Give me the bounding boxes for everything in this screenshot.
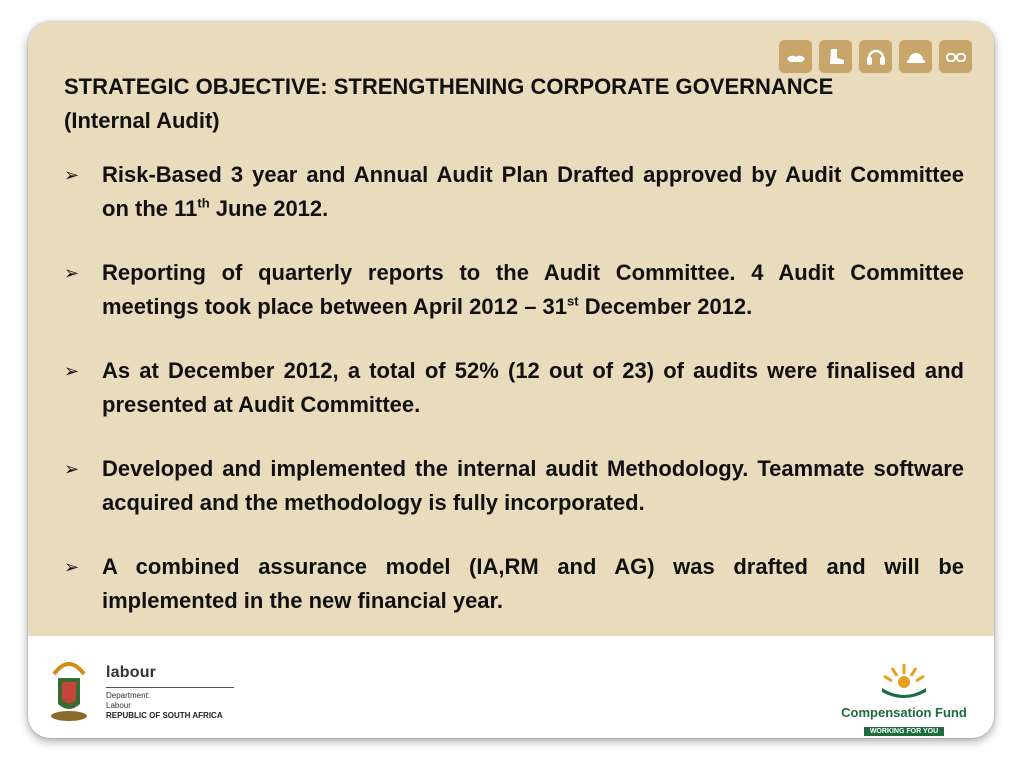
arrow-bullet-icon: ➢ (64, 165, 80, 185)
cf-name: Compensation Fund (841, 705, 967, 720)
slide (28, 22, 994, 738)
cf-tagline: WORKING FOR YOU (864, 727, 944, 736)
arrow-bullet-icon: ➢ (64, 361, 80, 381)
ear-protection-icon (859, 40, 892, 73)
department-text (106, 664, 234, 721)
hands-icon (779, 40, 812, 73)
labour-wordmark: labour (106, 664, 157, 681)
bullet-item: ➢ Reporting of quarterly reports to the Audit Committee. 4 Audit Committee meetings took place between April 2012 – 31st December 2012. (64, 256, 964, 324)
department-line-1: Department: (106, 691, 151, 700)
sun-hands-icon (878, 662, 930, 698)
title-line-1: STRATEGIC OBJECTIVE: STRENGTHENING CORPORATE GOVERNANCE (64, 74, 834, 99)
department-logo (46, 654, 234, 724)
boot-icon (819, 40, 852, 73)
bullet-item: ➢ Risk-Based 3 year and Annual Audit Plan Drafted approved by Audit Committee on the 11th June 2012. (64, 158, 964, 226)
compensation-fund-logo (834, 662, 974, 738)
bullet-item: ➢ A combined assurance model (IA,RM and AG) was drafted and will be implemented in the new financial year. (64, 550, 964, 618)
arrow-bullet-icon: ➢ (64, 459, 80, 479)
coat-of-arms-icon (46, 654, 92, 724)
slide-title (64, 70, 944, 138)
hard-hat-icon (899, 40, 932, 73)
safety-icons (779, 40, 972, 73)
arrow-bullet-icon: ➢ (64, 263, 80, 283)
arrow-bullet-icon: ➢ (64, 557, 80, 577)
bullet-item: ➢ Developed and implemented the internal audit Methodology. Teammate software acquired and the methodology is fully incorporated. (64, 452, 964, 520)
bullet-list (64, 158, 964, 648)
department-line-2: Labour (106, 701, 131, 710)
goggles-icon (939, 40, 972, 73)
bullet-item: ➢ As at December 2012, a total of 52% (12 out of 23) of audits were finalised and presented at Audit Committee. (64, 354, 964, 422)
divider (106, 687, 234, 688)
title-line-2: (Internal Audit) (64, 108, 220, 133)
republic-text: REPUBLIC OF SOUTH AFRICA (106, 711, 223, 720)
